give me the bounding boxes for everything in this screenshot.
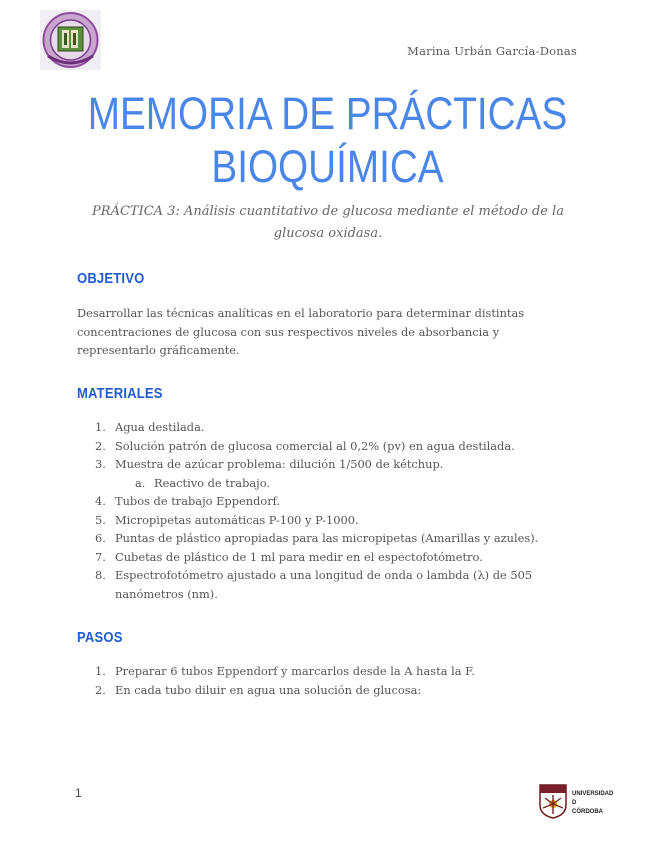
section-heading-objetivo: OBJETIVO: [77, 271, 145, 287]
list-item: 8. Espectrofotómetro ajustado a una longitud de onda o lambda (λ) de 505 nanómetros (nm).: [95, 568, 533, 601]
school-crest-icon: [40, 10, 101, 70]
svg-text:D: D: [572, 800, 577, 806]
list-item: 2. Solución patrón de glucosa comercial al 0,2% (pv) en agua destilada.: [95, 438, 515, 453]
list-item: 2. En cada tubo diluir en agua una solución de glucosa:: [95, 682, 422, 697]
svg-text:CÓRDOBA: CÓRDOBA: [572, 809, 603, 815]
materiales-list: [77, 418, 577, 603]
list-subitem: a. Reactivo de trabajo.: [135, 475, 270, 490]
list-item: 6. Puntas de plástico apropiadas para las micropipetas (Amarillas y azules).: [95, 531, 539, 545]
section-heading-pasos: PASOS: [77, 630, 123, 646]
svg-text:UNIVERSIDAD: UNIVERSIDAD: [572, 791, 614, 797]
list-item: 7. Cubetas de plástico de 1 ml para medir en el espectofotómetro.: [95, 549, 483, 564]
objetivo-text: Desarrollar las técnicas analíticas en el laboratorio para determinar distintas concentraciones de glucosa con sus respectivos niveles de absorbancia y representarlo gráficamente.: [77, 306, 525, 357]
document-title-line1: MEMORIA DE PRÁCTICAS: [87, 88, 568, 139]
section-heading-materiales: MATERIALES: [77, 386, 163, 402]
list-item: 3. Muestra de azúcar problema: dilución 1/500 de kétchup.: [95, 457, 444, 471]
list-item: 5. Micropipetas automáticas P-100 y P-1000.: [95, 512, 359, 527]
document-subtitle: PRÁCTICA 3: Análisis cuantitativo de glucosa mediante el método de la glucosa oxidasa.: [92, 204, 564, 241]
author-name: Marina Urbán García-Donas: [407, 44, 577, 58]
list-item: 4. Tubos de trabajo Eppendorf.: [95, 494, 281, 508]
document-title-line2: BIOQUÍMICA: [211, 141, 444, 192]
pasos-list: [77, 662, 577, 699]
page-number: 1: [75, 786, 82, 800]
list-item: 1. Preparar 6 tubos Eppendorf y marcarlos desde la A hasta la F.: [95, 664, 475, 678]
university-logo-icon: [538, 781, 628, 819]
list-item: 1. Agua destilada.: [95, 420, 205, 434]
